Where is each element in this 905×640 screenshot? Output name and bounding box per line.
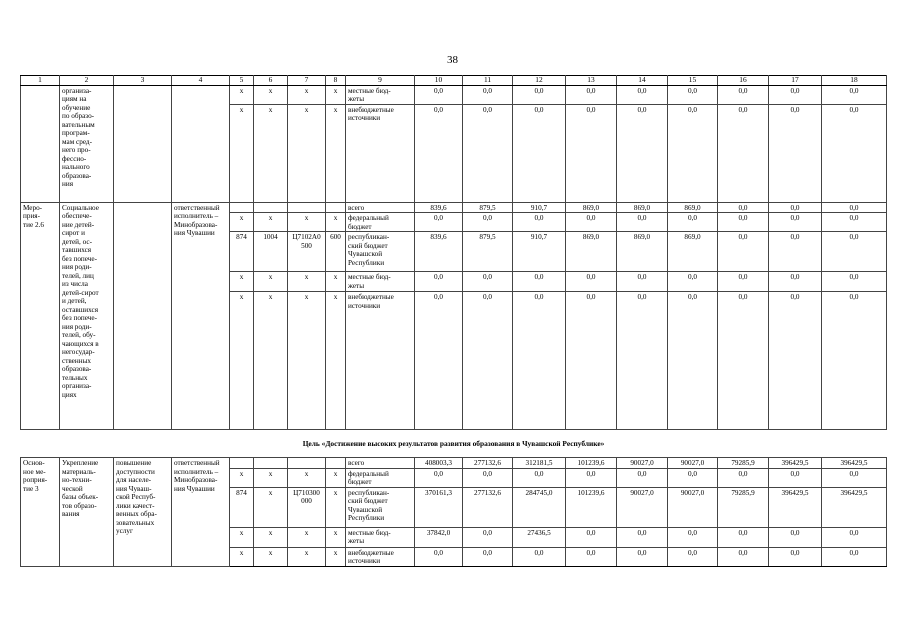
amount-cell: 0,0 xyxy=(822,547,887,566)
amount-cell: 0,0 xyxy=(566,468,617,487)
budget-code-cell: x xyxy=(326,487,346,527)
amount-cell: 0,0 xyxy=(718,232,769,272)
budget-table xyxy=(20,75,887,567)
amount-cell: 0,0 xyxy=(718,104,769,202)
budget-code-cell: 1004 xyxy=(254,232,288,272)
amount-cell: 0,0 xyxy=(822,86,887,105)
amount-cell: 0,0 xyxy=(463,527,513,547)
amount-cell: 0,0 xyxy=(668,547,718,566)
amount-cell: 0,0 xyxy=(822,202,887,212)
amount-cell: 0,0 xyxy=(769,213,822,232)
budget-code-cell xyxy=(230,458,254,468)
budget-code-cell: x xyxy=(230,527,254,547)
amount-cell: 0,0 xyxy=(566,86,617,105)
funding-source-cell: внебюджетные источники xyxy=(346,104,415,202)
amount-cell: 0,0 xyxy=(415,104,463,202)
amount-cell: 277132,6 xyxy=(463,458,513,468)
measure-name-cell: Укрепление материаль- но-техни- ческой базы объек- тов образо- вания xyxy=(60,458,114,566)
header-cell: 5 xyxy=(230,76,254,86)
amount-cell: 396429,5 xyxy=(822,487,887,527)
target-indicator-cell xyxy=(114,202,172,429)
amount-cell: 79285,9 xyxy=(718,487,769,527)
amount-cell: 27436,5 xyxy=(513,527,566,547)
budget-code-cell xyxy=(288,202,326,212)
amount-cell: 0,0 xyxy=(769,104,822,202)
amount-cell: 90027,0 xyxy=(668,458,718,468)
amount-cell: 370161,3 xyxy=(415,487,463,527)
funding-source-cell: всего xyxy=(346,458,415,468)
header-cell: 9 xyxy=(346,76,415,86)
header-cell: 18 xyxy=(822,76,887,86)
amount-cell: 0,0 xyxy=(415,213,463,232)
amount-cell: 0,0 xyxy=(822,213,887,232)
amount-cell: 284745,0 xyxy=(513,487,566,527)
budget-code-cell: x xyxy=(288,86,326,105)
goal-heading: Цель «Достижение высоких результатов развития образования в Чувашской Республике» xyxy=(21,430,887,458)
goal-row xyxy=(21,430,887,458)
budget-code-cell: x xyxy=(254,547,288,566)
amount-cell: 0,0 xyxy=(718,202,769,212)
amount-cell: 0,0 xyxy=(769,547,822,566)
amount-cell: 396429,5 xyxy=(769,458,822,468)
budget-code-cell: x xyxy=(288,547,326,566)
funding-source-cell: внебюджетные источники xyxy=(346,547,415,566)
amount-cell: 0,0 xyxy=(463,547,513,566)
header-cell: 10 xyxy=(415,76,463,86)
header-cell: 12 xyxy=(513,76,566,86)
budget-code-cell: 874 xyxy=(230,232,254,272)
amount-cell: 0,0 xyxy=(668,527,718,547)
amount-cell: 0,0 xyxy=(769,272,822,292)
amount-cell: 0,0 xyxy=(617,468,668,487)
budget-code-cell: x xyxy=(326,292,346,430)
amount-cell: 879,5 xyxy=(463,202,513,212)
amount-cell: 0,0 xyxy=(822,527,887,547)
amount-cell: 0,0 xyxy=(668,272,718,292)
amount-cell: 0,0 xyxy=(822,468,887,487)
amount-cell: 0,0 xyxy=(617,213,668,232)
budget-code-cell: x xyxy=(326,272,346,292)
amount-cell: 0,0 xyxy=(617,86,668,105)
amount-cell: 0,0 xyxy=(566,527,617,547)
header-cell: 13 xyxy=(566,76,617,86)
amount-cell: 0,0 xyxy=(822,232,887,272)
funding-source-cell: федеральный бюджет xyxy=(346,213,415,232)
page-number: 38 xyxy=(447,54,458,66)
amount-cell: 0,0 xyxy=(566,547,617,566)
budget-code-cell: x xyxy=(230,86,254,105)
amount-cell: 0,0 xyxy=(769,527,822,547)
amount-cell: 0,0 xyxy=(415,272,463,292)
amount-cell: 0,0 xyxy=(513,86,566,105)
target-indicator-cell: повышение доступности для населе- ния Чуваш- ской Респуб- лики качест- венных обра- зовательных услуг xyxy=(114,458,172,566)
amount-cell: 396429,5 xyxy=(822,458,887,468)
budget-code-cell: x xyxy=(230,468,254,487)
header-cell: 17 xyxy=(769,76,822,86)
amount-cell: 0,0 xyxy=(566,292,617,430)
amount-cell: 312181,5 xyxy=(513,458,566,468)
executor-cell xyxy=(172,86,230,203)
amount-cell: 0,0 xyxy=(769,292,822,430)
amount-cell: 0,0 xyxy=(463,86,513,105)
amount-cell: 910,7 xyxy=(513,232,566,272)
amount-cell: 396429,5 xyxy=(769,487,822,527)
amount-cell: 910,7 xyxy=(513,202,566,212)
amount-cell: 0,0 xyxy=(668,104,718,202)
amount-cell: 839,6 xyxy=(415,232,463,272)
amount-cell: 879,5 xyxy=(463,232,513,272)
header-cell: 6 xyxy=(254,76,288,86)
budget-code-cell: x xyxy=(254,86,288,105)
funding-source-cell: республикан- ский бюджет Чувашской Республики xyxy=(346,232,415,272)
amount-cell: 0,0 xyxy=(617,527,668,547)
amount-cell: 277132,6 xyxy=(463,487,513,527)
amount-cell: 0,0 xyxy=(718,272,769,292)
amount-cell: 0,0 xyxy=(463,213,513,232)
budget-code-cell: x xyxy=(254,272,288,292)
budget-code-cell xyxy=(254,458,288,468)
header-row xyxy=(21,76,887,86)
budget-code-cell xyxy=(288,458,326,468)
budget-code-cell: x xyxy=(254,527,288,547)
budget-code-cell: x xyxy=(288,272,326,292)
amount-cell: 0,0 xyxy=(718,213,769,232)
executor-cell: ответственный исполнитель – Минобразова- ния Чувашии xyxy=(172,458,230,566)
amount-cell: 0,0 xyxy=(513,213,566,232)
target-indicator-cell xyxy=(114,86,172,203)
measure-name-cell: организа- циям на обучение по образо- вательным програм- мам сред- него про- фессио- нального образова- ния xyxy=(60,86,114,203)
budget-code-cell: 600 xyxy=(326,232,346,272)
funding-source-cell: местные бюд- жеты xyxy=(346,272,415,292)
header-cell: 1 xyxy=(21,76,60,86)
header-cell: 14 xyxy=(617,76,668,86)
amount-cell: 0,0 xyxy=(513,547,566,566)
budget-code-cell: x xyxy=(288,527,326,547)
amount-cell: 869,0 xyxy=(617,232,668,272)
amount-cell: 37842,0 xyxy=(415,527,463,547)
amount-cell: 90027,0 xyxy=(617,487,668,527)
budget-code-cell: x xyxy=(288,213,326,232)
amount-cell: 79285,9 xyxy=(718,458,769,468)
measure-code-cell: Меро- прия- тие 2.6 xyxy=(21,202,60,429)
funding-source-cell: местные бюд- жеты xyxy=(346,86,415,105)
amount-cell: 0,0 xyxy=(513,468,566,487)
amount-cell: 0,0 xyxy=(617,272,668,292)
amount-cell: 839,6 xyxy=(415,202,463,212)
amount-cell: 0,0 xyxy=(718,292,769,430)
amount-cell: 408003,3 xyxy=(415,458,463,468)
header-cell: 16 xyxy=(718,76,769,86)
budget-code-cell xyxy=(254,202,288,212)
budget-code-cell: 874 xyxy=(230,487,254,527)
amount-cell: 0,0 xyxy=(415,468,463,487)
amount-cell: 869,0 xyxy=(566,232,617,272)
amount-cell: 0,0 xyxy=(769,202,822,212)
amount-cell: 0,0 xyxy=(463,468,513,487)
budget-code-cell: x xyxy=(288,468,326,487)
budget-code-cell: x xyxy=(254,487,288,527)
amount-cell: 0,0 xyxy=(718,468,769,487)
amount-cell: 0,0 xyxy=(513,104,566,202)
budget-code-cell: Ц7102А0 500 xyxy=(288,232,326,272)
amount-cell: 0,0 xyxy=(718,547,769,566)
budget-code-cell xyxy=(326,458,346,468)
amount-cell: 0,0 xyxy=(513,292,566,430)
amount-cell: 90027,0 xyxy=(617,458,668,468)
budget-code-cell: x xyxy=(230,104,254,202)
amount-cell: 0,0 xyxy=(415,86,463,105)
amount-cell: 0,0 xyxy=(463,292,513,430)
amount-cell: 0,0 xyxy=(668,292,718,430)
measure-name-cell: Социальное обеспече- ние детей- сирот и детей, ос- тавшихся без попече- ния роди- телей, лиц из числа детей-сирот и детей, оставшихся без попече- ния роди- телей, обу- чающихся в негосудар- ственных образова- тельных организа- циях xyxy=(60,202,114,429)
header-cell: 8 xyxy=(326,76,346,86)
amount-cell: 90027,0 xyxy=(668,487,718,527)
budget-code-cell: x xyxy=(230,547,254,566)
table-row xyxy=(21,202,887,212)
amount-cell: 869,0 xyxy=(566,202,617,212)
measure-code-cell xyxy=(21,86,60,203)
budget-code-cell: x xyxy=(288,292,326,430)
amount-cell: 0,0 xyxy=(718,527,769,547)
amount-cell: 0,0 xyxy=(822,272,887,292)
amount-cell: 0,0 xyxy=(617,104,668,202)
budget-code-cell: x xyxy=(230,272,254,292)
amount-cell: 0,0 xyxy=(822,292,887,430)
amount-cell: 0,0 xyxy=(668,213,718,232)
measure-code-cell: Основ- ное ме- роприя- тие 3 xyxy=(21,458,60,566)
funding-source-cell: всего xyxy=(346,202,415,212)
amount-cell: 101239,6 xyxy=(566,458,617,468)
amount-cell: 0,0 xyxy=(566,104,617,202)
funding-source-cell: местные бюд- жеты xyxy=(346,527,415,547)
amount-cell: 0,0 xyxy=(617,292,668,430)
amount-cell: 869,0 xyxy=(668,202,718,212)
budget-code-cell: x xyxy=(230,213,254,232)
amount-cell: 0,0 xyxy=(769,86,822,105)
budget-table-container xyxy=(20,75,886,567)
table-row xyxy=(21,86,887,105)
amount-cell: 0,0 xyxy=(668,86,718,105)
amount-cell: 0,0 xyxy=(415,292,463,430)
amount-cell: 869,0 xyxy=(668,232,718,272)
budget-code-cell: Ц710300 000 xyxy=(288,487,326,527)
budget-code-cell: x xyxy=(254,213,288,232)
budget-code-cell: x xyxy=(230,292,254,430)
amount-cell: 101239,6 xyxy=(566,487,617,527)
amount-cell: 0,0 xyxy=(513,272,566,292)
header-cell: 7 xyxy=(288,76,326,86)
amount-cell: 869,0 xyxy=(617,202,668,212)
amount-cell: 0,0 xyxy=(463,272,513,292)
budget-code-cell: x xyxy=(326,468,346,487)
budget-code-cell: x xyxy=(326,86,346,105)
amount-cell: 0,0 xyxy=(566,272,617,292)
budget-code-cell: x xyxy=(326,213,346,232)
amount-cell: 0,0 xyxy=(566,213,617,232)
amount-cell: 0,0 xyxy=(822,104,887,202)
budget-code-cell: x xyxy=(326,527,346,547)
budget-code-cell: x xyxy=(254,292,288,430)
funding-source-cell: федеральный бюджет xyxy=(346,468,415,487)
amount-cell: 0,0 xyxy=(769,232,822,272)
table-row xyxy=(21,458,887,468)
amount-cell: 0,0 xyxy=(718,86,769,105)
executor-cell: ответственный исполнитель – Минобразова- ния Чувашии xyxy=(172,202,230,429)
header-cell: 15 xyxy=(668,76,718,86)
amount-cell: 0,0 xyxy=(769,468,822,487)
header-cell: 11 xyxy=(463,76,513,86)
amount-cell: 0,0 xyxy=(463,104,513,202)
amount-cell: 0,0 xyxy=(617,547,668,566)
budget-code-cell: x xyxy=(326,547,346,566)
budget-code-cell: x xyxy=(288,104,326,202)
funding-source-cell: республикан- ский бюджет Чувашской Республики xyxy=(346,487,415,527)
budget-code-cell: x xyxy=(326,104,346,202)
funding-source-cell: внебюджетные источники xyxy=(346,292,415,430)
header-cell: 2 xyxy=(60,76,114,86)
budget-code-cell: x xyxy=(254,468,288,487)
amount-cell: 0,0 xyxy=(415,547,463,566)
budget-code-cell xyxy=(326,202,346,212)
budget-code-cell: x xyxy=(254,104,288,202)
header-cell: 3 xyxy=(114,76,172,86)
amount-cell: 0,0 xyxy=(668,468,718,487)
header-cell: 4 xyxy=(172,76,230,86)
budget-code-cell xyxy=(230,202,254,212)
